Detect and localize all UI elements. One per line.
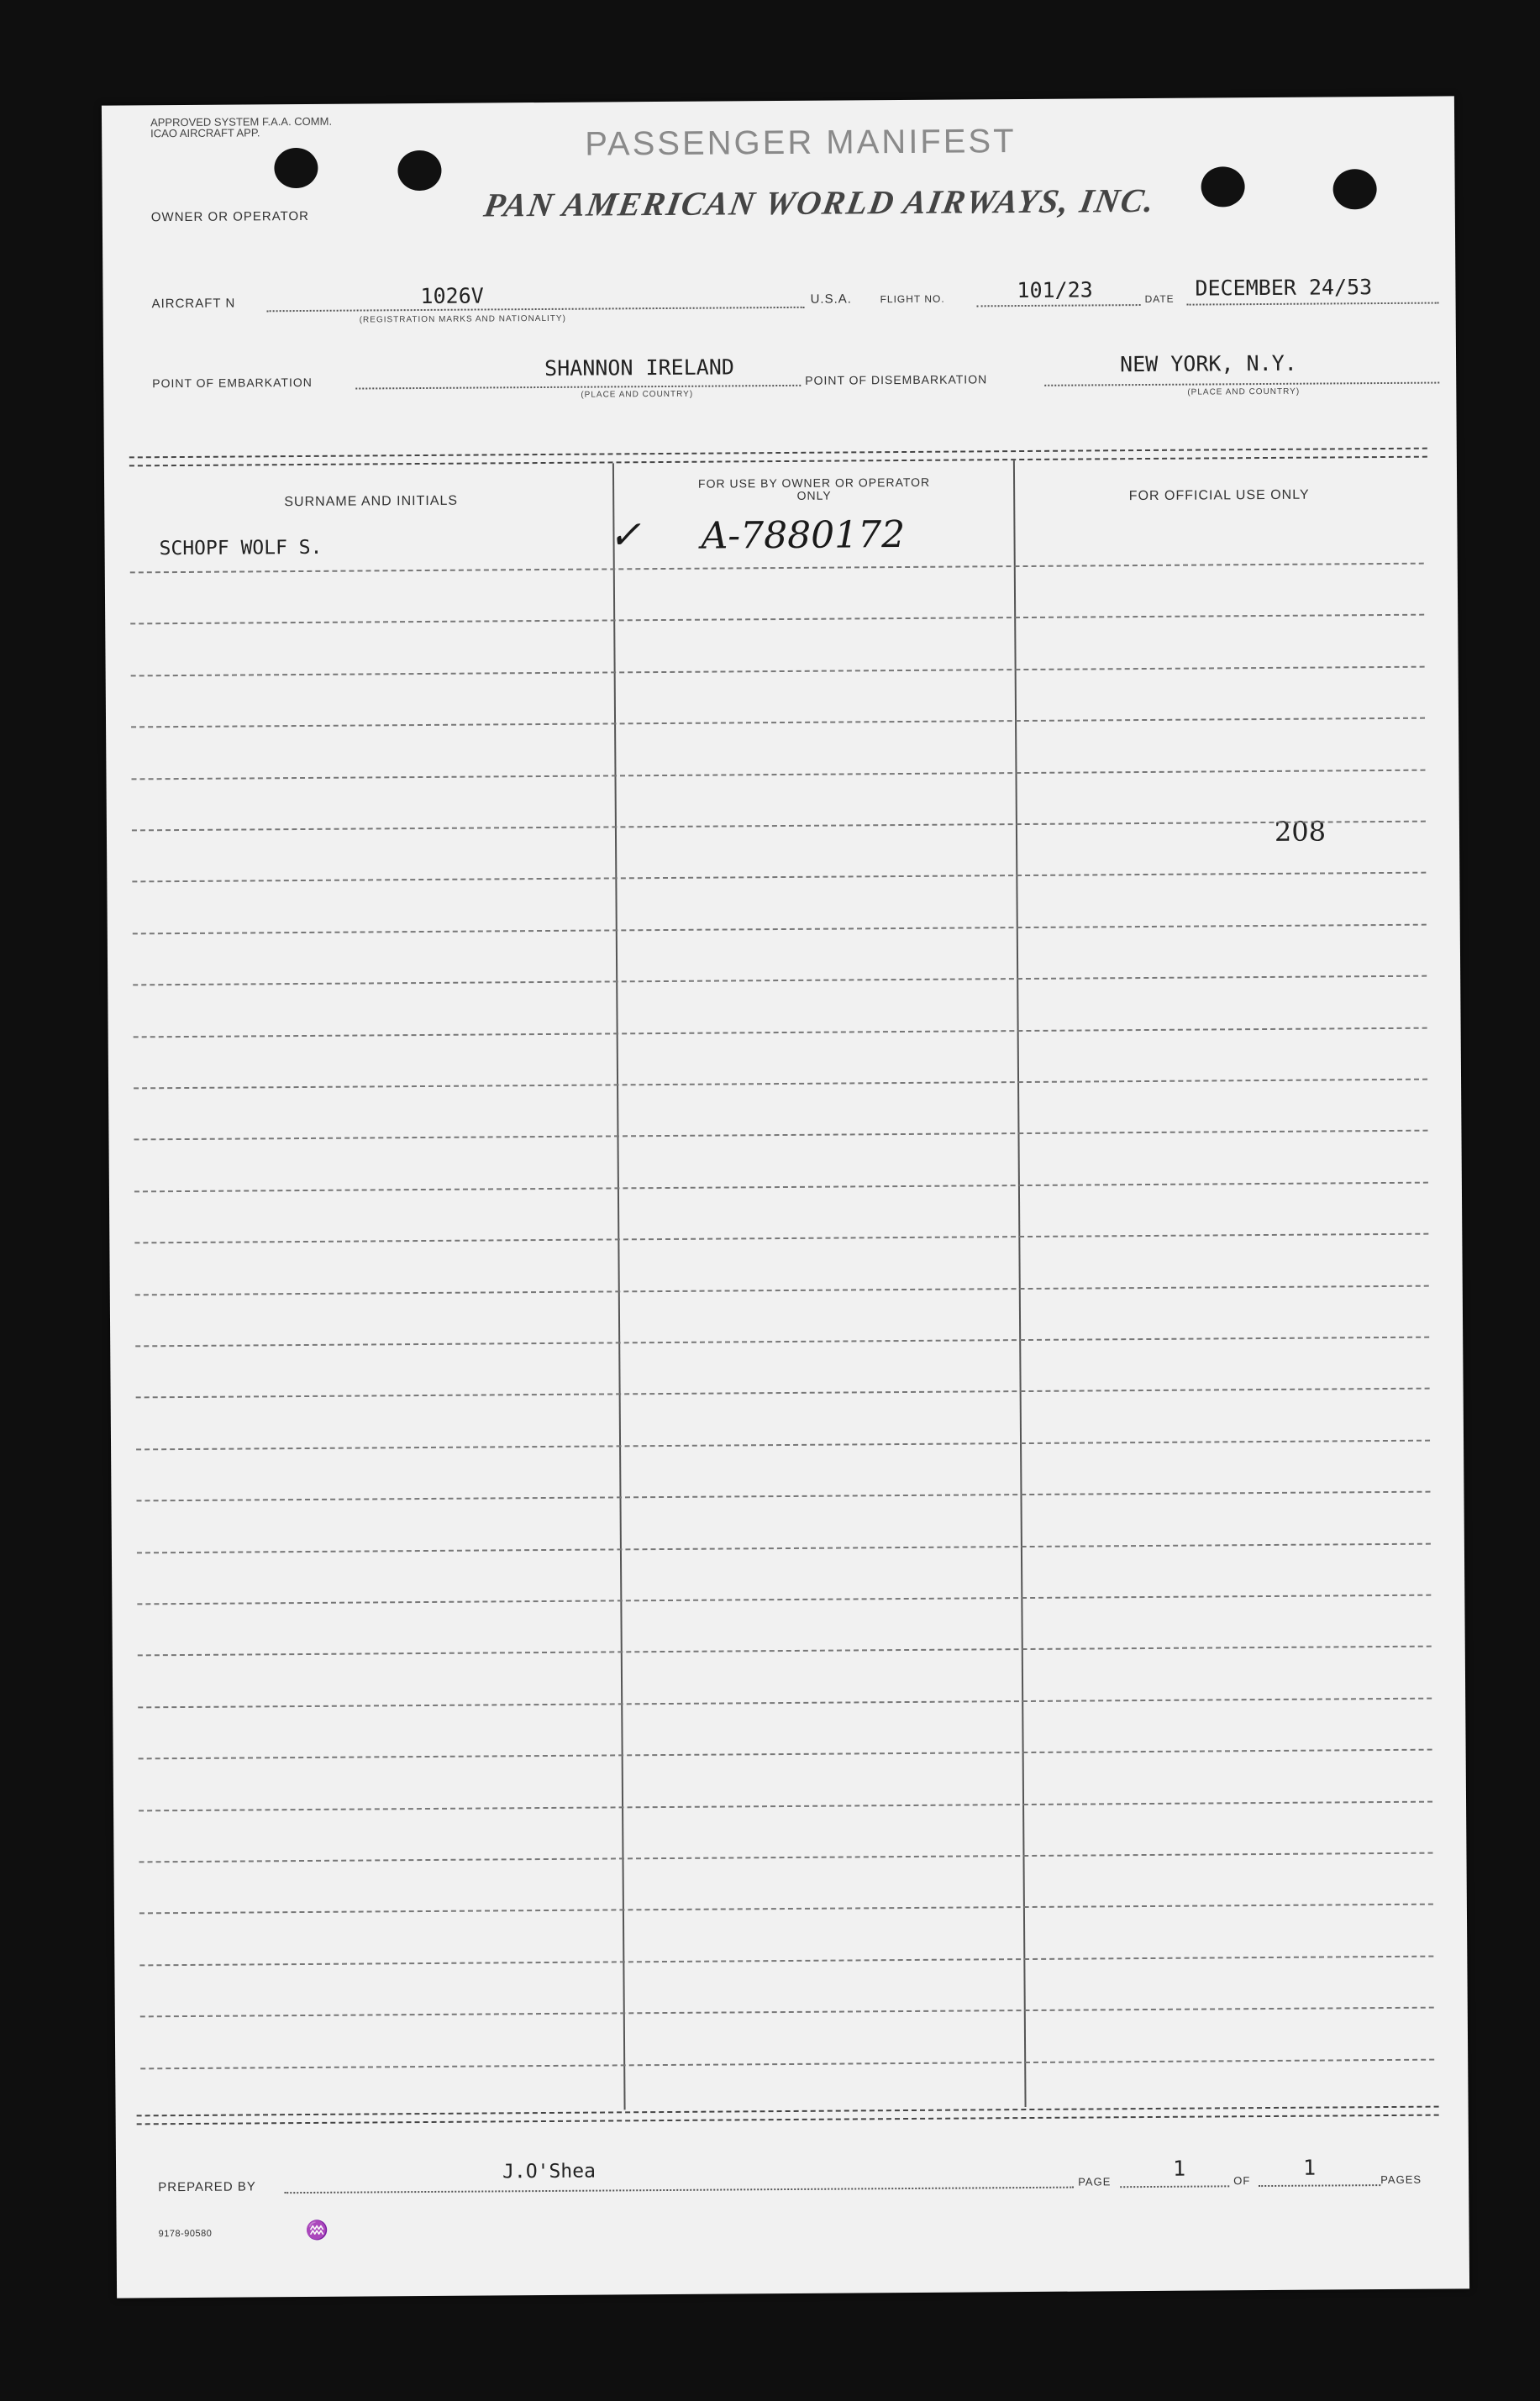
page-line [1120,2185,1229,2188]
owner-label: OWNER OR OPERATOR [150,208,310,225]
table-row-line [137,1542,1431,1553]
of-line [1259,2184,1380,2187]
table-row-line [132,872,1426,883]
table-row-line [138,1646,1432,1657]
embarkation-value: SHANNON IRELAND [544,355,734,381]
of-label: OF [1233,2174,1251,2188]
table-row-line [130,614,1424,625]
disembarkation-value: NEW YORK, N.Y. [1119,350,1297,377]
table-row-line [139,1749,1432,1760]
company-name: PAN AMERICAN WORLD AIRWAYS, INC. [481,181,1159,224]
column-header-name: SURNAME AND INITIALS [284,493,459,510]
table-row-line [134,1027,1427,1038]
manifest-page [102,96,1469,2298]
page-value: 1 [1172,2156,1186,2181]
table-row-line [136,1491,1430,1502]
column-divider [1013,460,1027,2107]
table-row-line [130,563,1424,574]
punch-hole [274,148,318,188]
embarkation-label: POINT OF EMBARKATION [152,375,313,391]
embarkation-line [355,385,801,390]
table-top-rule [129,456,1427,467]
aircraft-sub: (REGISTRATION MARKS AND NATIONALITY) [359,313,566,325]
date-value: DECEMBER 24/53 [1195,275,1373,301]
page-label: PAGE [1078,2175,1112,2188]
table-row-line [135,1337,1429,1348]
column-header-operator: FOR USE BY OWNER OR OPERATOR ONLY [697,475,931,502]
table-row-line [134,1079,1427,1090]
date-line [1187,302,1439,306]
table-row-line [137,1595,1431,1605]
embarkation-sub: (PLACE AND COUNTRY) [581,389,694,400]
table-row-line [140,2007,1434,2018]
table-row-line [134,1181,1428,1192]
official-number: 208 [1274,815,1327,848]
punch-hole [397,150,441,191]
column-divider [612,463,626,2109]
table-row-line [131,769,1425,780]
union-bug-icon: ♒ [305,2219,329,2241]
table-row-line [139,1904,1433,1915]
operator-note: A-7880172 [701,512,906,558]
prepared-line [284,2187,1074,2194]
table-row-line [140,2058,1434,2069]
pages-label: PAGES [1380,2172,1422,2187]
flight-line [977,304,1141,307]
check-mark: ✓ [608,512,642,558]
disembarkation-label: POINT OF DISEMBARKATION [805,372,988,387]
prepared-value: J.O'Shea [502,2160,596,2183]
table-row-line [134,1233,1428,1244]
aircraft-line [267,307,805,312]
approval-note: APPROVED SYSTEM F.A.A. COMM. ICAO AIRCRAFT APP. [150,114,333,140]
table-row-line [131,717,1425,728]
prepared-label: PREPARED BY [158,2179,256,2195]
form-code: 9178-90580 [158,2228,213,2240]
of-value: 1 [1302,2155,1317,2180]
table-row-line [131,665,1425,676]
disembarkation-line [1044,382,1439,386]
column-header-official: FOR OFFICIAL USE ONLY [1128,487,1310,504]
table-row-line [133,923,1427,934]
table-row-line [134,1130,1427,1141]
aircraft-label: AIRCRAFT N [151,296,236,312]
table-row-line [136,1439,1430,1450]
table-row-line [139,1955,1433,1966]
table-row-line [136,1388,1430,1399]
date-label: DATE [1144,292,1175,305]
aircraft-value: 1026V [420,283,484,309]
punch-hole [1332,169,1376,209]
page-title: PASSENGER MANIFEST [585,123,1017,163]
table-row-line [139,1852,1432,1863]
flight-label: FLIGHT NO. [880,292,945,306]
punch-hole [1201,166,1244,207]
disembarkation-sub: (PLACE AND COUNTRY) [1187,386,1301,397]
table-bottom-rule [137,2115,1439,2125]
passenger-name: SCHOPF WOLF S. [159,536,323,560]
table-row-line [135,1285,1429,1295]
table-row-line [133,975,1427,986]
table-row-line [139,1800,1432,1811]
table-row-line [138,1697,1432,1708]
flight-value: 101/23 [1017,277,1093,303]
table-row-line [132,821,1426,832]
usa-label: U.S.A. [810,292,852,307]
